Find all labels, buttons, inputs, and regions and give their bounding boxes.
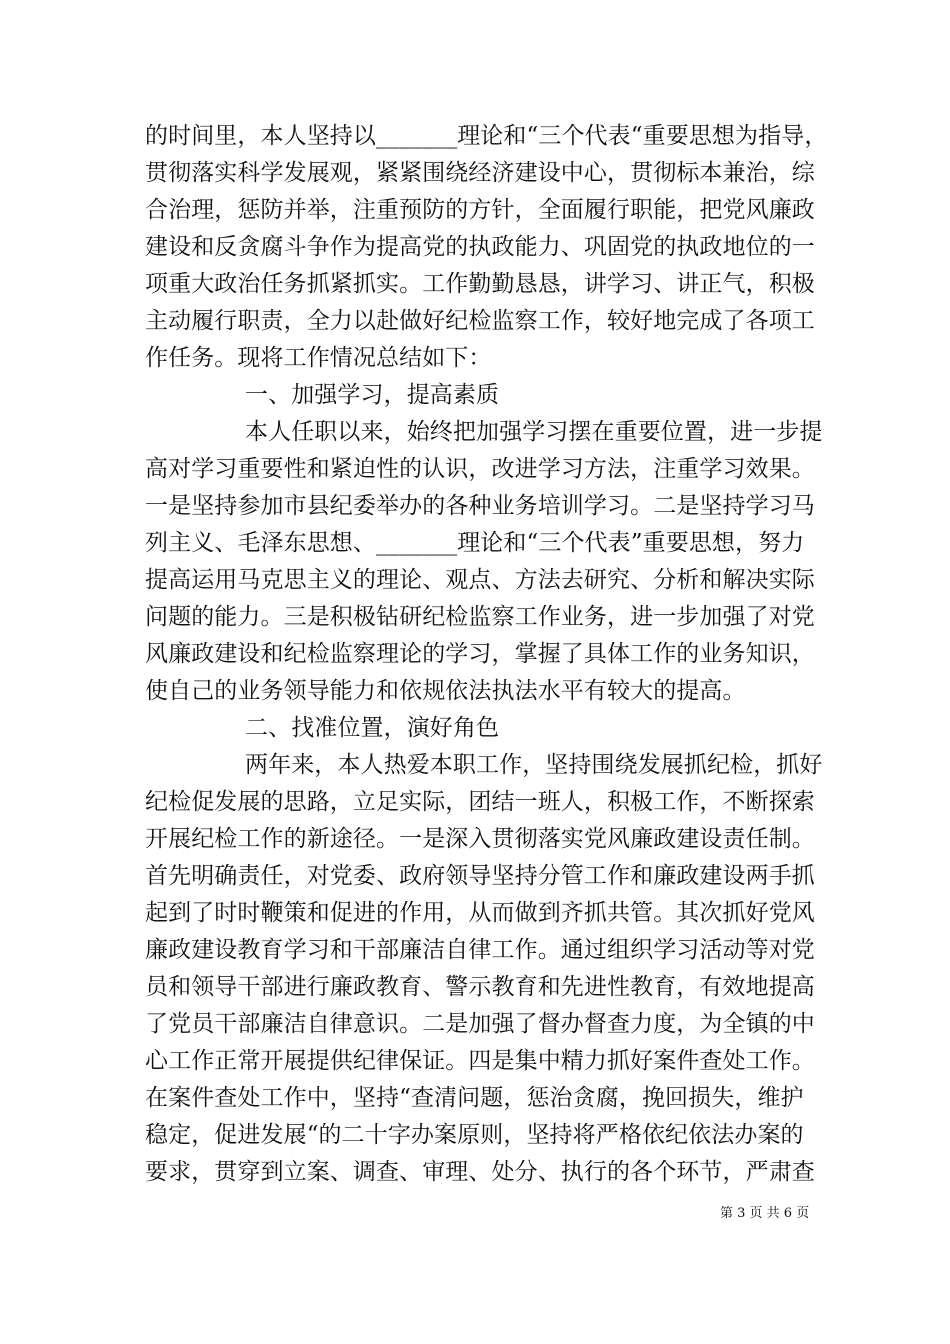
section-heading: 一、加强学习，提高素质 — [245, 382, 500, 408]
section-heading: 二、找准位置，演好角色 — [245, 715, 500, 741]
text-line: 起到了时时鞭策和促进的作用，从而做到齐抓共管。其次抓好党风 — [145, 900, 815, 926]
text-line: 贯彻落实科学发展观，紧紧围绕经济建设中心，贯彻标本兼治，综 — [145, 160, 815, 186]
text-line: 一是坚持参加市县纪委举办的各种业务培训学习。二是坚持学习马 — [145, 493, 815, 519]
text-line: 提高运用马克思主义的理论、观点、方法去研究、分析和解决实际 — [145, 567, 815, 593]
text-line: 问题的能力。三是积极钻研纪检监察工作业务，进一步加强了对党 — [145, 604, 815, 630]
text-line: 使自己的业务领导能力和依规依法执法水平有较大的提高。 — [145, 678, 746, 704]
text-line: 要求，贯穿到立案、调查、审理、处分、执行的各个环节，严肃查 — [145, 1159, 815, 1185]
text-line: 在案件查处工作中，坚持“查清问题，惩治贪腐，挽回损失，维护 — [145, 1085, 804, 1111]
text-line: 首先明确责任，对党委、政府领导坚持分管工作和廉政建设两手抓 — [145, 863, 815, 889]
text-line: 作任务。现将工作情况总结如下： — [145, 345, 492, 371]
text-line: 主动履行职责，全力以赴做好纪检监察工作，较好地完成了各项工 — [145, 308, 815, 334]
text-line: 纪检促发展的思路，立足实际，团结一班人，积极工作，不断探索 — [145, 789, 815, 815]
text-line: 风廉政建设和纪检监察理论的学习，掌握了具体工作的业务知识， — [145, 641, 815, 667]
page-number-footer: 第 3 页 共 6 页 — [720, 1206, 810, 1221]
text-line: 的时间里，本人坚持以_______理论和“三个代表“重要思想为指导， — [145, 123, 828, 149]
text-line: 高对学习重要性和紧迫性的认识，改进学习方法，注重学习效果。 — [145, 456, 815, 482]
text-line: 心工作正常开展提供纪律保证。四是集中精力抓好案件查处工作。 — [145, 1048, 815, 1074]
text-line: 合治理，惩防并举，注重预防的方针，全面履行职能，把党风廉政 — [145, 197, 815, 223]
text-line: 两年来，本人热爱本职工作，坚持围绕发展抓纪检，抓好 — [245, 752, 823, 778]
text-line: 廉政建设教育学习和干部廉洁自律工作。通过组织学习活动等对党 — [145, 937, 815, 963]
text-line: 本人任职以来，始终把加强学习摆在重要位置，进一步提 — [245, 419, 823, 445]
text-line: 了党员干部廉洁自律意识。二是加强了督办督查力度，为全镇的中 — [145, 1011, 815, 1037]
text-line: 稳定，促进发展“的二十字办案原则，坚持将严格依纪依法办案的 — [145, 1122, 804, 1148]
text-line: 开展纪检工作的新途径。一是深入贯彻落实党风廉政建设责任制。 — [145, 826, 815, 852]
text-line: 员和领导干部进行廉政教育、警示教育和先进性教育，有效地提高 — [145, 974, 815, 1000]
text-line: 项重大政治任务抓紧抓实。工作勤勤恳恳，讲学习、讲正气，积极 — [145, 271, 815, 297]
text-line: 列主义、毛泽东思想、_______理论和“三个代表”重要思想，努力 — [145, 530, 805, 556]
text-line: 建设和反贪腐斗争作为提高党的执政能力、巩固党的执政地位的一 — [145, 234, 815, 260]
